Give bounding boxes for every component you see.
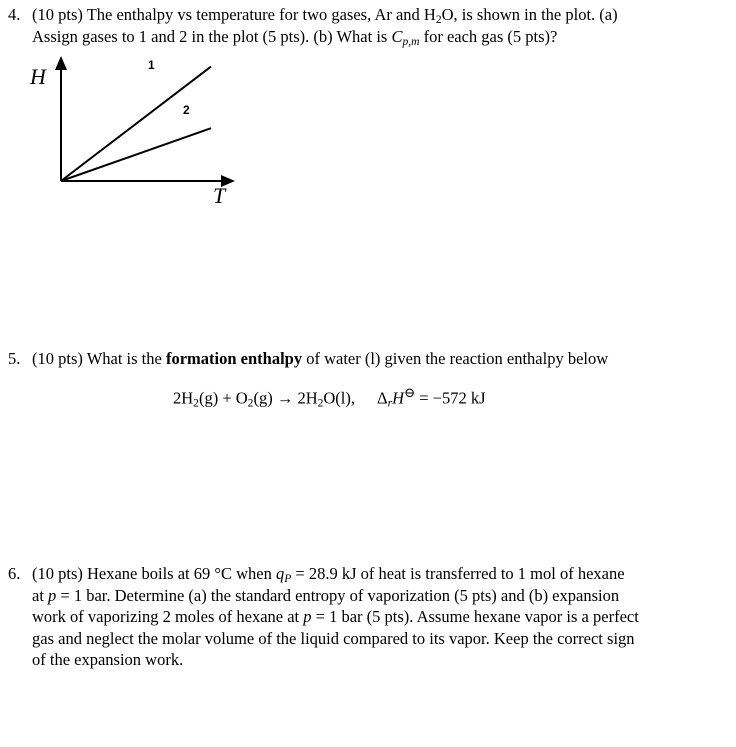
question-6 xyxy=(8,563,708,671)
question-5: 5. (10 pts) What is the formation enthalpy of water (l) given the reaction enthalpy below xyxy=(8,349,609,368)
question-6-line-3: work of vaporizing 2 moles of hexane at p = 1 bar (5 pts). Assume hexane vapor is a perfect xyxy=(32,607,639,626)
series-2-label: 2 xyxy=(183,103,190,117)
question-number: 4. xyxy=(8,5,21,24)
enthalpy-temperature-plot xyxy=(0,0,736,240)
series-1-label: 1 xyxy=(148,58,155,72)
y-axis-label: H xyxy=(30,64,46,89)
question-number: 6. xyxy=(8,564,21,583)
question-6-line-5: of the expansion work. xyxy=(32,650,184,669)
series-1-line xyxy=(61,67,211,181)
question-4-line-1: (10 pts) The enthalpy vs temperature for two gases, Ar and $H_2O$, is shown in the plot. (a) xyxy=(32,5,618,26)
question-4-line-2: Assign gases to 1 and 2 in the plot (5 pts). (b) What is $C_{p,m}$ for each gas (5 pts)? xyxy=(32,26,558,48)
formation-enthalpy-term: formation enthalpy xyxy=(165,349,303,368)
series-2-line xyxy=(61,128,211,181)
reaction-equation: $2H_2(g) + O_2(g) \to 2H_2O(l)$, $\Delta_rH^⊖ = -572$ kJ xyxy=(173,385,486,410)
x-axis-label: T xyxy=(213,183,226,208)
question-6-line-1: (10 pts) Hexane boils at 69 °C when $q_P = 28.9$ kJ of heat is transferred to 1 mol of hexane xyxy=(32,564,625,585)
question-6-line-2: at p = 1 bar. Determine (a) the standard entropy of vaporization (5 pts) and (b) expansion xyxy=(32,585,620,605)
question-6-line-4: gas and neglect the molar volume of the liquid compared to its vapor. Keep the correct sign xyxy=(32,628,635,648)
question-number: 5. xyxy=(8,349,21,368)
